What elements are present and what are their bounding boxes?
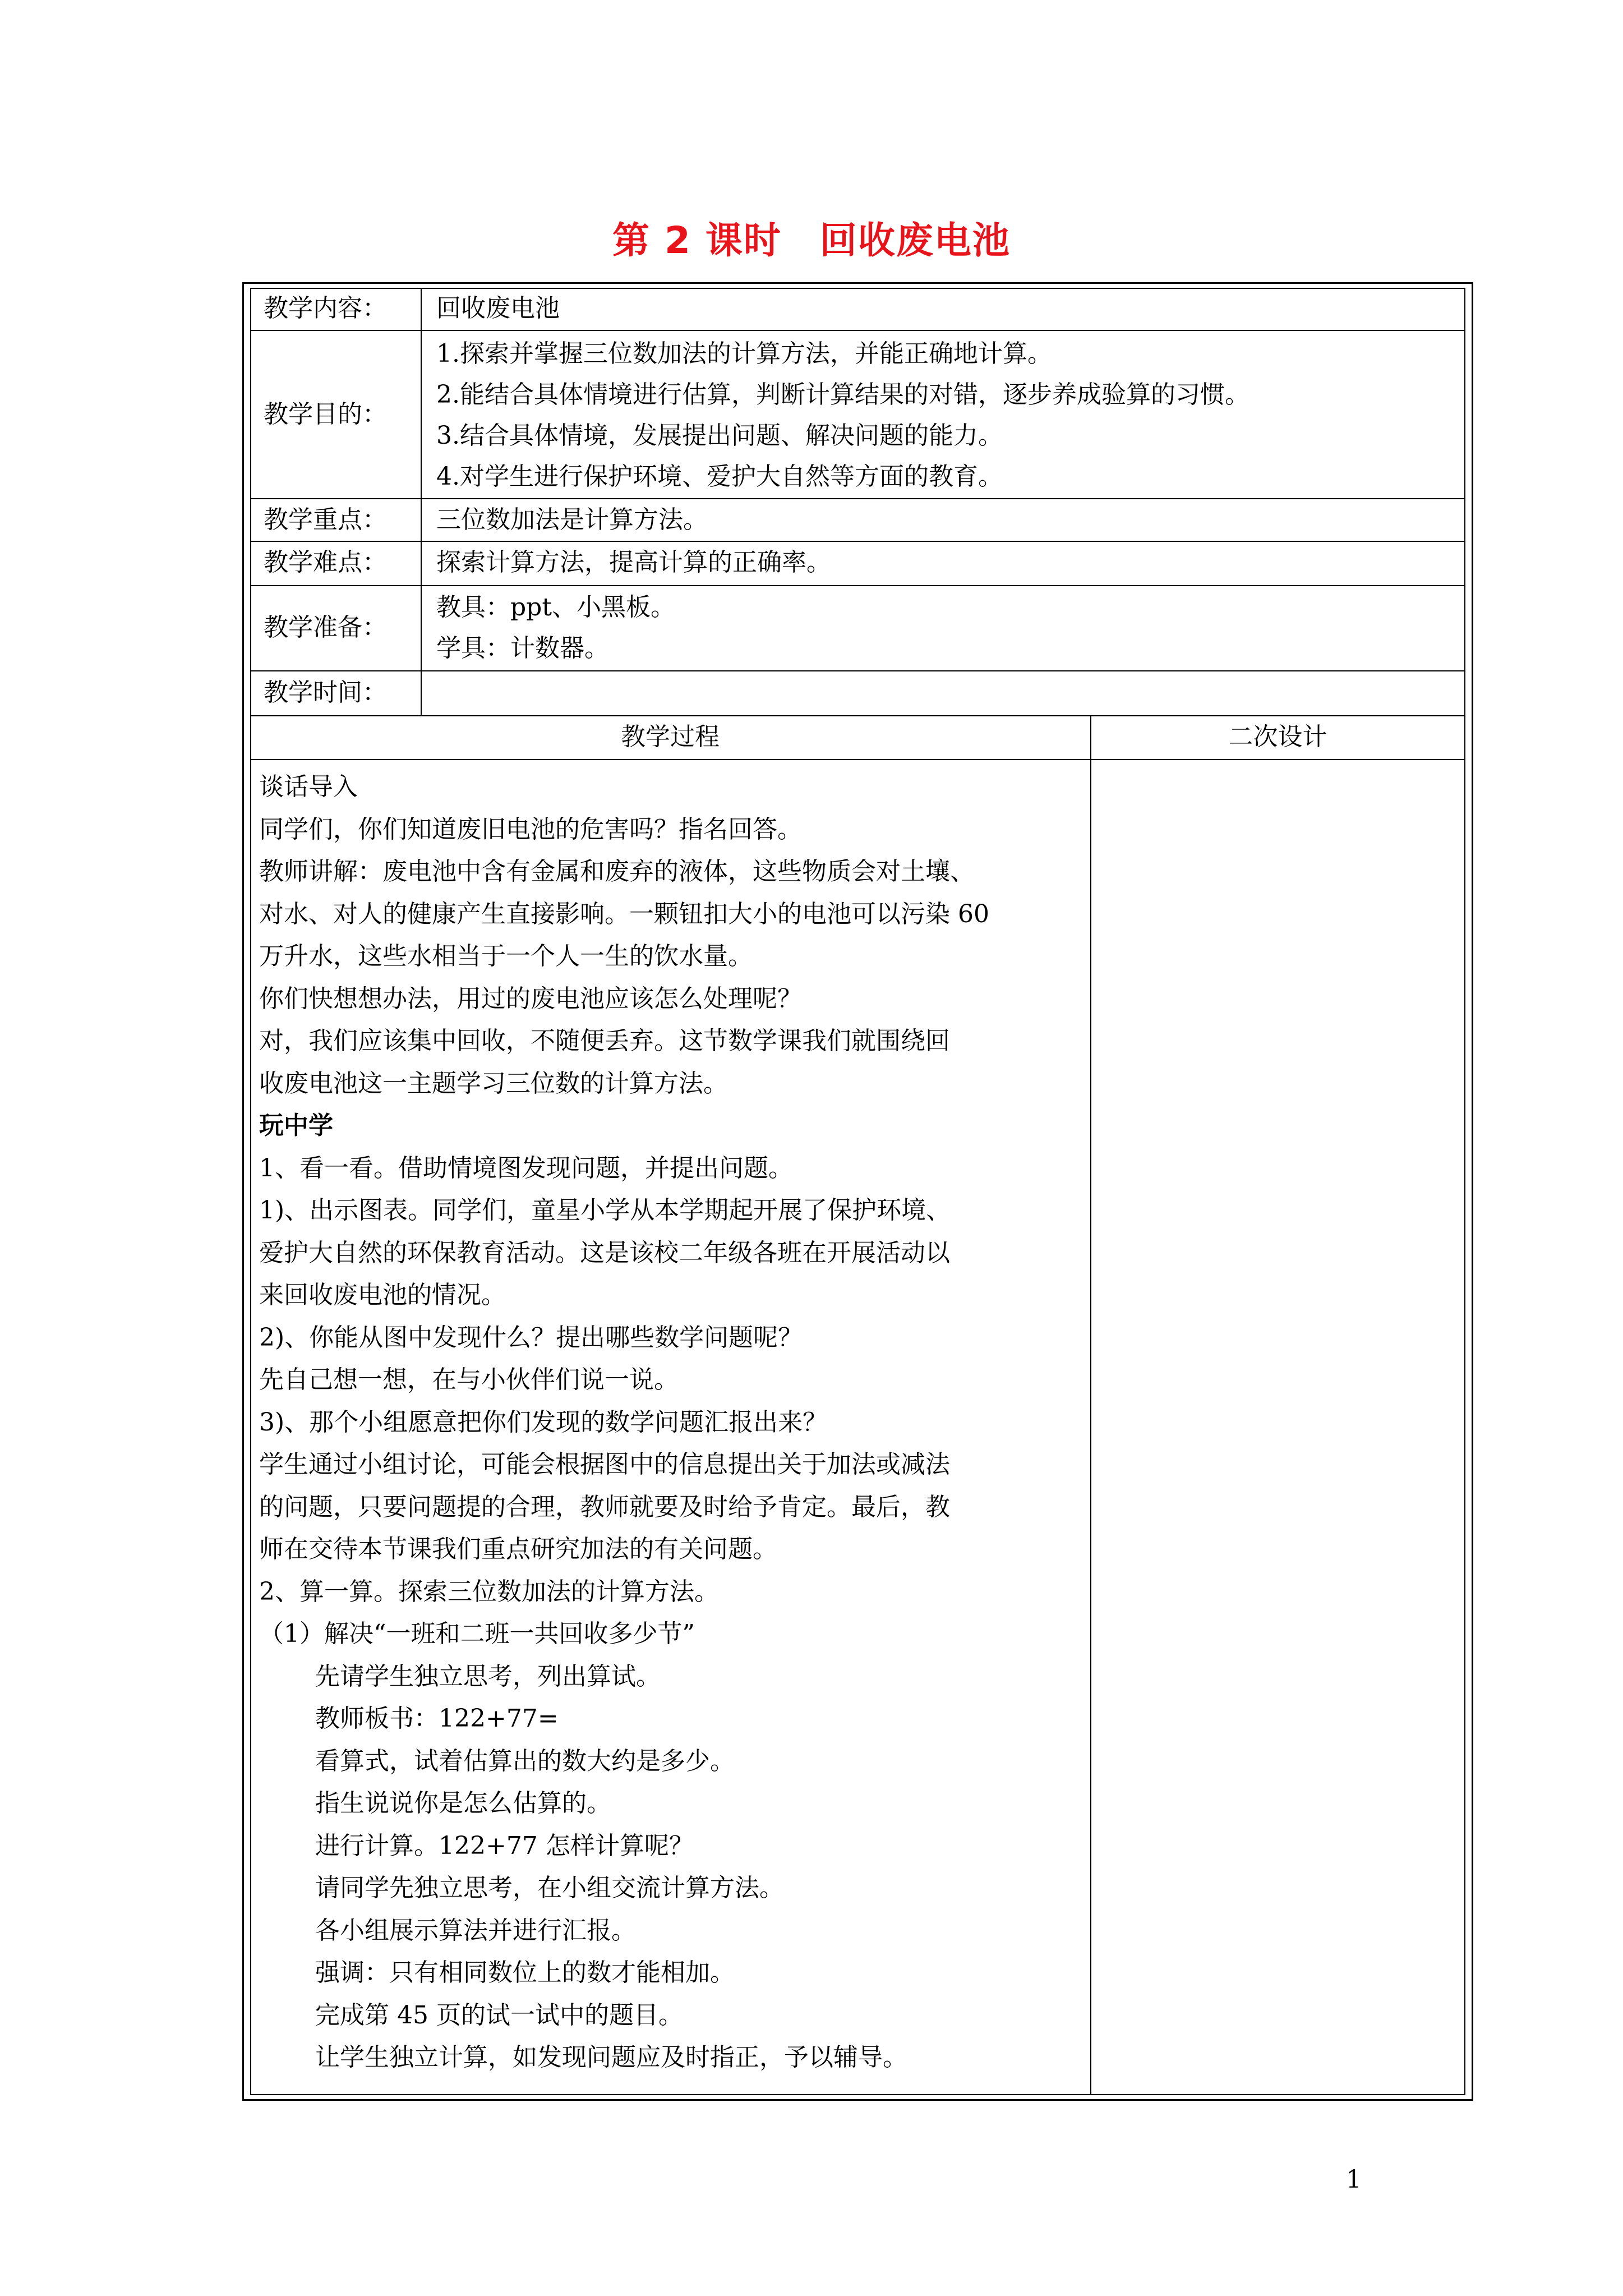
process-line: 完成第 45 页的试一试中的题目。 xyxy=(315,2000,683,2030)
process-line: 2、算一算。探索三位数加法的计算方法。 xyxy=(259,1577,719,1606)
process-line: 1、看一看。借助情境图发现问题，并提出问题。 xyxy=(259,1153,793,1182)
process-line: 各小组展示算法并进行汇报。 xyxy=(315,1916,636,1945)
row-divider xyxy=(250,585,1465,586)
preparation-line: 学具：计数器。 xyxy=(436,634,609,662)
process-line: 收废电池这一主题学习三位数的计算方法。 xyxy=(259,1069,728,1098)
preparation-line: 教具：ppt、小黑板。 xyxy=(436,593,676,622)
process-line: 先请学生独立思考，列出算试。 xyxy=(315,1662,661,1691)
process-line: 先自己想一想，在与小伙伴们说一说。 xyxy=(259,1365,679,1394)
goals-label: 教学目的： xyxy=(264,400,387,429)
second-design-header: 二次设计 xyxy=(1228,723,1327,751)
row-divider xyxy=(250,330,1465,331)
content-label: 教学内容： xyxy=(264,294,387,323)
goal-item: 3.结合具体情境，发展提出问题、解决问题的能力。 xyxy=(436,421,1003,450)
process-line: 请同学先独立思考，在小组交流计算方法。 xyxy=(315,1874,784,1902)
process-column-divider xyxy=(1090,715,1091,2095)
goal-item: 2.能结合具体情境进行估算，判断计算结果的对错，逐步养成验算的习惯。 xyxy=(436,380,1249,409)
process-line: 2)、你能从图中发现什么？提出哪些数学问题呢？ xyxy=(259,1323,803,1352)
process-line: 来回收废电池的情况。 xyxy=(259,1281,506,1309)
time-label: 教学时间： xyxy=(264,678,387,707)
process-line: 爱护大自然的环保教育活动。这是该校二年级各班在开展活动以 xyxy=(259,1238,950,1267)
process-line: 进行计算。122+77 怎样计算呢？ xyxy=(315,1831,694,1860)
process-line: 的问题，只要问题提的合理，教师就要及时给予肯定。最后，教 xyxy=(259,1492,950,1521)
process-line: 教师板书：122+77= xyxy=(315,1704,559,1733)
difficulty-value: 探索计算方法，提高计算的正确率。 xyxy=(436,548,831,577)
process-line: 你们快想想办法，用过的废电池应该怎么处理呢？ xyxy=(259,984,802,1013)
row-divider xyxy=(250,670,1465,671)
process-line: 对水、对人的健康产生直接影响。一颗钮扣大小的电池可以污染 60 xyxy=(259,899,989,928)
process-line: 谈话导入 xyxy=(259,772,358,801)
process-line: 看算式，试着估算出的数大约是多少。 xyxy=(315,1746,735,1775)
process-line: 让学生独立计算，如发现问题应及时指正，予以辅导。 xyxy=(315,2043,907,2072)
row-divider xyxy=(250,759,1465,760)
process-header: 教学过程 xyxy=(621,723,720,751)
page-number: 1 xyxy=(1346,2165,1362,2194)
process-line: 1)、出示图表。同学们，童星小学从本学期起开展了保护环境、 xyxy=(259,1196,951,1225)
row-divider xyxy=(250,541,1465,542)
process-line: 学生通过小组讨论，可能会根据图中的信息提出关于加法或减法 xyxy=(259,1450,950,1479)
content-value: 回收废电池 xyxy=(436,294,560,323)
process-line: 对，我们应该集中回收，不随便丢弃。这节数学课我们就围绕回 xyxy=(259,1027,950,1055)
key-point-value: 三位数加法是计算方法。 xyxy=(436,505,708,534)
teaching-process-text xyxy=(259,766,1083,2079)
page-title: 第 2 课时 回收废电池 xyxy=(612,219,1011,262)
goal-item: 4.对学生进行保护环境、爱护大自然等方面的教育。 xyxy=(436,462,1003,491)
row-divider xyxy=(250,498,1465,499)
process-line: 万升水，这些水相当于一个人一生的饮水量。 xyxy=(259,942,753,970)
process-line: （1）解决“一班和二班一共回收多少节” xyxy=(259,1619,695,1648)
preparation-label: 教学准备： xyxy=(264,613,387,642)
section-heading: 玩中学 xyxy=(259,1111,333,1140)
process-line: 强调：只有相同数位上的数才能相加。 xyxy=(315,1958,735,1987)
process-line: 3)、那个小组愿意把你们发现的数学问题汇报出来？ xyxy=(259,1407,828,1437)
goal-item: 1.探索并掌握三位数加法的计算方法，并能正确地计算。 xyxy=(436,339,1052,368)
process-line: 教师讲解：废电池中含有金属和废弃的液体，这些物质会对土壤、 xyxy=(259,857,975,886)
process-line: 师在交待本节课我们重点研究加法的有关问题。 xyxy=(259,1535,777,1563)
process-line: 同学们，你们知道废旧电池的危害吗？指名回答。 xyxy=(259,815,802,844)
difficulty-label: 教学难点： xyxy=(264,548,387,577)
key-point-label: 教学重点： xyxy=(264,505,387,534)
label-column-divider xyxy=(421,288,422,715)
process-line: 指生说说你是怎么估算的。 xyxy=(315,1789,611,1818)
